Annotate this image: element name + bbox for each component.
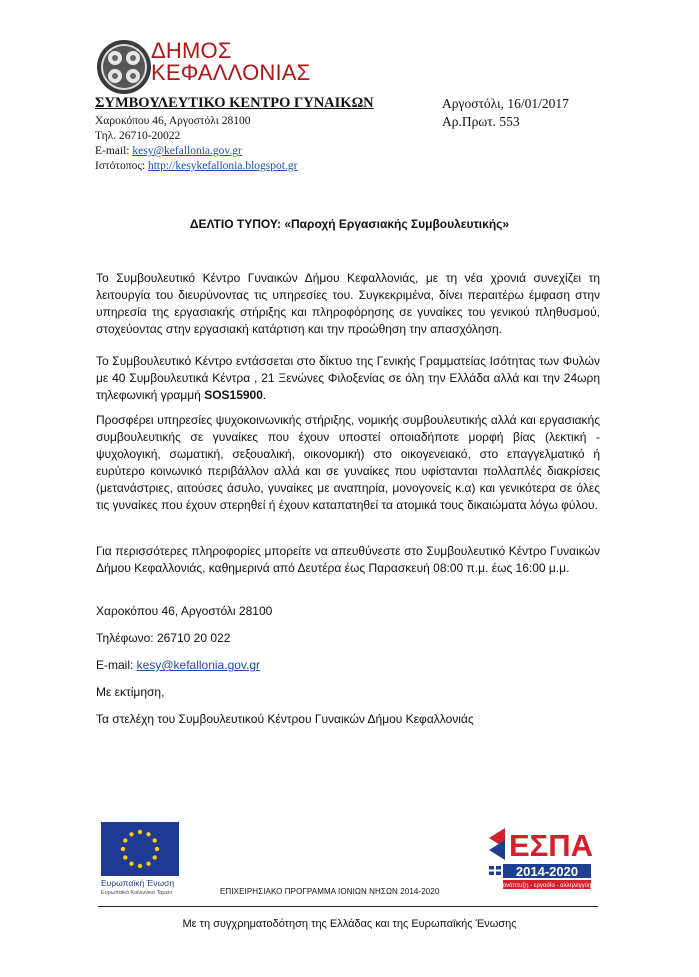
body-email-line — [96, 658, 260, 672]
espa-name: ΕΣΠΑ — [509, 828, 593, 863]
espa-motto: ανάπτυξη - εργασία - αλληλεγγύη — [502, 883, 592, 889]
eu-flag-icon — [101, 822, 179, 876]
eu-star — [153, 855, 157, 859]
org-email-link[interactable]: kesy@kefallonia.gov.gr — [132, 145, 242, 157]
org-website-link[interactable]: http://kesykefallonia.blogspot.gr — [147, 160, 298, 172]
eu-caption — [101, 878, 174, 898]
paragraph-contact-info: Για περισσότερες πληροφορίες μπορείτε να απευθύνεστε στο Συμβουλευτικό Κέντρο Γυναικών Δήμου Κεφαλλονιάς, καθημερινά από Δευτέρα έως Παρασκευή 08:00 π.μ. έως 16:00 μ.μ. — [96, 544, 600, 575]
paragraph-network-end: . — [262, 388, 267, 402]
eu-star — [123, 855, 127, 859]
document-date: Αργοστόλι, 16/01/2017 — [442, 96, 569, 111]
signature: Τα στελέχη του Συμβουλευτικού Κέντρου Γυναικών Δήμου Κεφαλλονιάς — [96, 712, 474, 726]
cofunding-note: Με τη συγχρηματοδότηση της Ελλάδας και της Ευρωπαϊκής Ένωσης — [182, 918, 517, 930]
body-email-label: E-mail: — [96, 658, 137, 672]
eu-star — [129, 832, 133, 836]
eu-star — [146, 832, 150, 836]
body-phone: Τηλέφωνο: 26710 20 022 — [96, 631, 231, 645]
eu-star — [155, 847, 159, 851]
org-website-line — [95, 160, 297, 172]
paragraph-intro: Το Συμβουλευτικό Κέντρο Γυναικών Δήμου Κεφαλλονιάς, με τη νέα χρονιά συνεχίζει τη λειτουργία του διευρύνοντας τις υπηρεσίες του. Συγκεκριμένα, δίνει περαιτέρω έμφαση στην υπηρεσία της εργασιακής στήριξης και πληροφόρησης σε γυναίκες του γενικού πληθυσμού, στοχεύοντας στην εργασιακή κατάρτιση και την προώθηση την απασχόληση. — [96, 271, 600, 336]
eu-caption-title: Ευρωπαϊκή Ένωση — [101, 878, 175, 888]
logo-line-1: ΔΗΜΟΣ — [151, 38, 232, 63]
org-phone: Τηλ. 26710-20022 — [95, 130, 181, 142]
org-email-label: E-mail: — [95, 145, 133, 157]
paragraph-services: Προσφέρει υπηρεσίες ψυχοκοινωνικής στήριξης, νομικής συμβουλευτικής αλλά και εργασιακής συμβουλευτικής σε γυναίκες που έχουν υποστεί οποιαδήποτε μορφή βίας (λεκτική - ψυχολογική, σωματική, σεξουαλική, οικονομική) στο οικογενειακό, στο επαγγελματικό ή ευρύτερο κοινωνικό περιβάλλον αλλά και σε γυναίκες που υφίστανται πολλαπλές διακρίσεις (μετανάστριες, αιτούσες άσυλο, γυναίκες με αναπηρία, μονογονείς κ.α) και γενικότερα σε όλες τις γυναίκες που έχουν στερηθεί ή έχουν καταπατηθεί τα ατομικά τους δικαιώματα λόγω φύλου. — [96, 413, 600, 512]
org-email-line — [95, 145, 242, 157]
press-release-title: ΔΕΛΤΙΟ ΤΥΠΟΥ: «Παροχή Εργασιακής Συμβουλευτικής» — [189, 217, 510, 231]
eu-star — [138, 830, 142, 834]
hotline-number: SOS15900 — [204, 388, 263, 402]
eu-star — [121, 847, 125, 851]
operational-program: ΕΠΙΧΕΙΡΗΣΙΑΚΟ ΠΡΟΓΡΑΜΜΑ ΙΟΝΙΩΝ ΝΗΣΩΝ 2014-2020 — [220, 887, 440, 896]
eu-star — [153, 838, 157, 842]
eu-caption-sub: Ευρωπαϊκό Κοινωνικό Ταμείο — [101, 890, 173, 896]
paragraph-network — [96, 353, 600, 404]
protocol-number: Αρ.Πρωτ. 553 — [442, 114, 520, 129]
logo-line-2: ΚΕΦΑΛΛΟΝΙΑΣ — [151, 60, 311, 85]
org-address: Χαροκόπου 46, Αργοστόλι 28100 — [95, 115, 251, 127]
eu-star — [138, 864, 142, 868]
org-title: ΣΥΜΒΟΥΛΕΥΤΙΚΟ ΚΕΝΤΡΟ ΓΥΝΑΙΚΩΝ — [95, 95, 374, 111]
espa-logo — [487, 826, 593, 900]
logo-wordmark — [151, 40, 310, 84]
body-email-link[interactable]: kesy@kefallonia.gov.gr — [136, 658, 261, 672]
footer-divider — [98, 906, 598, 907]
eu-star — [129, 862, 133, 866]
paragraph-network-text: Το Συμβουλευτικό Κέντρο εντάσσεται στο δίκτυο της Γενικής Γραμματείας Ισότητας των Φυλών με 40 Συμβουλευτικά Κέντρα , 21 Ξενώνες Φιλοξενίας σε όλη την Ελλάδα αλλά και την 24ωρη τηλεφωνική γραμμή — [96, 354, 600, 402]
body-address: Χαροκόπου 46, Αργοστόλι 28100 — [96, 604, 273, 618]
closing: Με εκτίμηση, — [96, 685, 165, 699]
espa-years: 2014-2020 — [515, 864, 579, 879]
eu-star — [146, 862, 150, 866]
org-website-label: Ιστότοπος: — [95, 160, 148, 172]
eu-star — [123, 838, 127, 842]
